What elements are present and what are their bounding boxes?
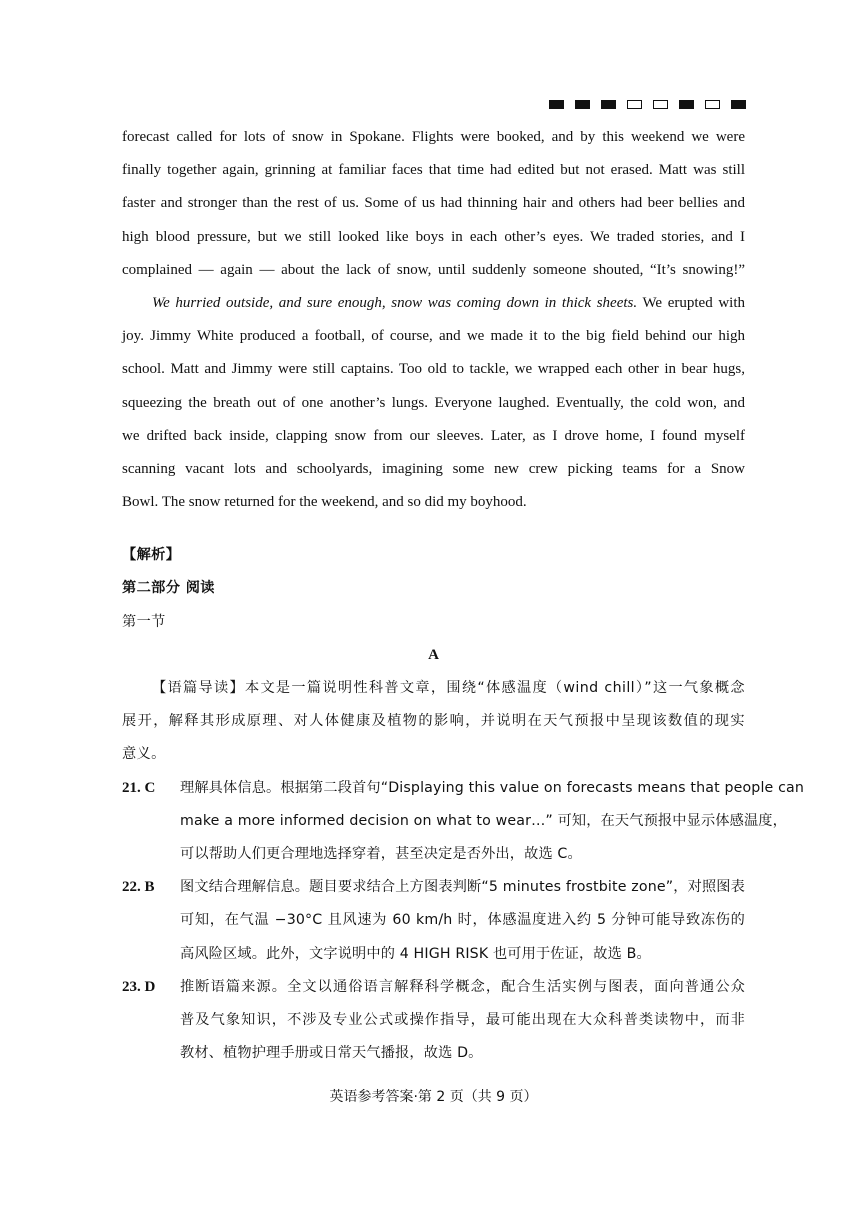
question-item (122, 871, 745, 971)
section-gap (122, 519, 745, 539)
passage-line-rest: We erupted with (637, 294, 745, 311)
question-explanation: make a more informed decision on what to wear…” 可知，在天气预报中显示体感温度， (180, 812, 787, 829)
passage-line: school. Matt and Jimmy were still captains. Too old to tackle, we wrapped each other in bear hugs, (122, 361, 745, 378)
header-marker-filled (731, 100, 746, 109)
header-marker-empty (627, 100, 642, 109)
question-explanation: 普及气象知识，不涉及专业公式或操作指导，最可能出现在大众科普类读物中，而非 (180, 1011, 745, 1028)
analysis-heading: 【解析】 (122, 547, 181, 564)
question-number: 21. C (122, 779, 156, 796)
header-marker-filled (549, 100, 564, 109)
passage-line: finally together again, grinning at familiar faces that time had edited but not erased. Matt was still (122, 162, 745, 179)
question-first-line (122, 772, 805, 805)
question-first-line (122, 971, 745, 1004)
passage-line (122, 287, 745, 320)
passage-paragraph-2 (122, 287, 745, 519)
question-number: 23. D (122, 978, 156, 995)
question-explanation: 高风险区域。此外，文字说明中的 4 HIGH RISK 也可用于佐证，故选 B。 (180, 945, 651, 962)
passage-letter: A (428, 646, 439, 663)
analysis-section (122, 539, 805, 1070)
intro-line: 展开，解释其形成原理、对人体健康及植物的影响，并说明在天气预报中呈现该数值的现实 (122, 713, 745, 730)
question-item (122, 772, 805, 872)
question-explanation: 图文结合理解信息。题目要求结合上方图表判断“5 minutes frostbite zone”，对照图表 (180, 879, 745, 896)
question-explanation: 可知，在气温 −30°C 且风速为 60 km/h 时，体感温度进入约 5 分钟可能导致冻伤的 (180, 912, 745, 929)
header-marker-filled (679, 100, 694, 109)
question-explanation: 可以帮助人们更合理地选择穿着，甚至决定是否外出，故选 C。 (180, 845, 582, 862)
passage-line: high blood pressure, but we still looked like boys in each other’s eyes. We traded stories, and I (122, 228, 745, 245)
header-marker-empty (705, 100, 720, 109)
passage-line: squeezing the breath out of one another’s lungs. Everyone laughed. Eventually, the cold won, and (122, 394, 745, 411)
section-heading: 第一节 (122, 613, 166, 630)
passage-line: we drifted back inside, clapping snow from our sleeves. Later, as I drove home, I found myself (122, 427, 745, 444)
question-explanation: 理解具体信息。根据第二段首句“Displaying this value on forecasts means that people can (180, 779, 805, 796)
passage-line: Bowl. The snow returned for the weekend, and so did my boyhood. (122, 494, 527, 511)
page-content (122, 121, 805, 1070)
passage-line: forecast called for lots of snow in Spokane. Flights were booked, and by this weekend we were (122, 129, 745, 145)
question-item (122, 971, 745, 1071)
header-marker-filled (601, 100, 616, 109)
question-number: 22. B (122, 879, 155, 896)
page-footer: 英语参考答案·第 2 页（共 9 页） (329, 1089, 538, 1105)
intro-line: 意义。 (122, 746, 166, 763)
italic-given-sentence: We hurried outside, and sure enough, snow was coming down in thick sheets. (152, 294, 638, 311)
passage-line: complained — again — about the lack of snow, until suddenly someone shouted, “It’s snowing!” (122, 261, 745, 278)
passage-line: scanning vacant lots and schoolyards, imagining some new crew picking teams for a Snow (122, 460, 745, 477)
header-marker-empty (653, 100, 668, 109)
part-heading: 第二部分 阅读 (122, 580, 215, 597)
question-explanation: 教材、植物护理手册或日常天气播报，故选 D。 (180, 1045, 483, 1062)
header-marker-strip (549, 100, 746, 109)
passage-paragraph-1 (122, 121, 745, 287)
question-first-line (122, 871, 745, 904)
question-explanation: 推断语篇来源。全文以通俗语言解释科学概念，配合生活实例与图表，面向普通公众 (180, 978, 745, 995)
header-marker-filled (575, 100, 590, 109)
passage-line: faster and stronger than the rest of us. Some of us had thinning hair and others had beer bellies and (122, 195, 745, 212)
passage-line: joy. Jimmy White produced a football, of course, and we made it to the big field behind our high (122, 328, 745, 345)
intro-line: 【语篇导读】本文是一篇说明性科普文章，围绕“体感温度（wind chill）”这一气象概念 (152, 680, 745, 696)
passage-intro (122, 672, 745, 772)
